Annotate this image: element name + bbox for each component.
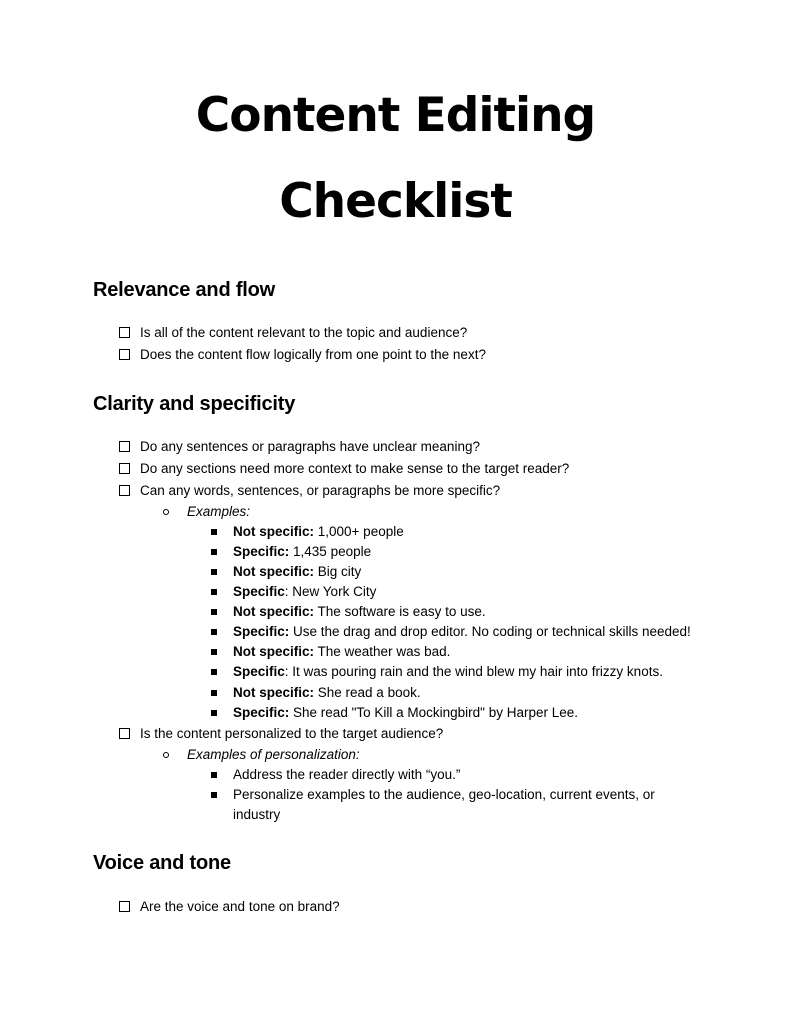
checklist-item-text: Can any words, sentences, or paragraphs be more specific? <box>140 483 501 498</box>
example-text: : New York City <box>284 584 377 599</box>
example-text: She read a book. <box>314 685 421 700</box>
example-label: Not specific: <box>233 644 315 659</box>
section-heading-clarity: Clarity and specificity <box>93 393 296 415</box>
square-bullet-icon <box>211 609 217 615</box>
example-label: Specific <box>233 584 285 599</box>
example-text: She read "To Kill a Mockingbird" by Harper Lee. <box>289 705 579 720</box>
personalization-label: Examples of personalization: <box>187 747 360 762</box>
checklist-item-text: Does the content flow logically from one point to the next? <box>140 347 486 362</box>
checkbox[interactable] <box>119 901 130 912</box>
personalization-text: Personalize examples to the audience, geo-location, current events, or industry <box>233 787 655 822</box>
personalization-text: Address the reader directly with “you.” <box>233 767 461 782</box>
example-label: Specific: <box>233 544 290 559</box>
example-text: The software is easy to use. <box>314 604 486 619</box>
square-bullet-icon <box>211 690 217 696</box>
square-bullet-icon <box>211 792 217 798</box>
section-heading-voice: Voice and tone <box>93 852 231 874</box>
square-bullet-icon <box>211 569 217 575</box>
example-text: Use the drag and drop editor. No coding or technical skills needed! <box>289 624 691 639</box>
section-heading-relevance: Relevance and flow <box>93 279 276 301</box>
example-label: Not specific: <box>233 685 315 700</box>
checklist-item-text: Is the content personalized to the target audience? <box>140 726 444 741</box>
checklist-item-text: Are the voice and tone on brand? <box>140 899 340 914</box>
checkbox[interactable] <box>119 349 130 360</box>
square-bullet-icon <box>211 629 217 635</box>
checklist-item-text: Is all of the content relevant to the topic and audience? <box>140 325 468 340</box>
checklist-item-text: Do any sentences or paragraphs have unclear meaning? <box>140 439 480 454</box>
checkbox[interactable] <box>119 485 130 496</box>
checklist-item-text: Do any sections need more context to make sense to the target reader? <box>140 461 570 476</box>
square-bullet-icon <box>211 772 217 778</box>
example-text: Big city <box>314 564 362 579</box>
document-title-line-1: Content Editing <box>195 88 596 143</box>
example-label: Specific <box>233 664 285 679</box>
square-bullet-icon <box>211 669 217 675</box>
checkbox[interactable] <box>119 463 130 474</box>
circle-bullet-icon <box>163 752 169 758</box>
example-text: 1,435 people <box>289 544 372 559</box>
square-bullet-icon <box>211 649 217 655</box>
example-label: Specific: <box>233 705 290 720</box>
square-bullet-icon <box>211 549 217 555</box>
checkbox[interactable] <box>119 327 130 338</box>
example-label: Specific: <box>233 624 290 639</box>
example-text: The weather was bad. <box>314 644 451 659</box>
example-label: Not specific: <box>233 564 315 579</box>
circle-bullet-icon <box>163 509 169 515</box>
example-label: Not specific: <box>233 524 315 539</box>
square-bullet-icon <box>211 589 217 595</box>
example-text: : It was pouring rain and the wind blew my hair into frizzy knots. <box>284 664 663 679</box>
square-bullet-icon <box>211 529 217 535</box>
example-label: Not specific: <box>233 604 315 619</box>
checkbox[interactable] <box>119 441 130 452</box>
checkbox[interactable] <box>119 728 130 739</box>
square-bullet-icon <box>211 710 217 716</box>
examples-label: Examples: <box>187 504 251 519</box>
document-title-line-2: Checklist <box>279 174 512 229</box>
example-text: 1,000+ people <box>314 524 404 539</box>
